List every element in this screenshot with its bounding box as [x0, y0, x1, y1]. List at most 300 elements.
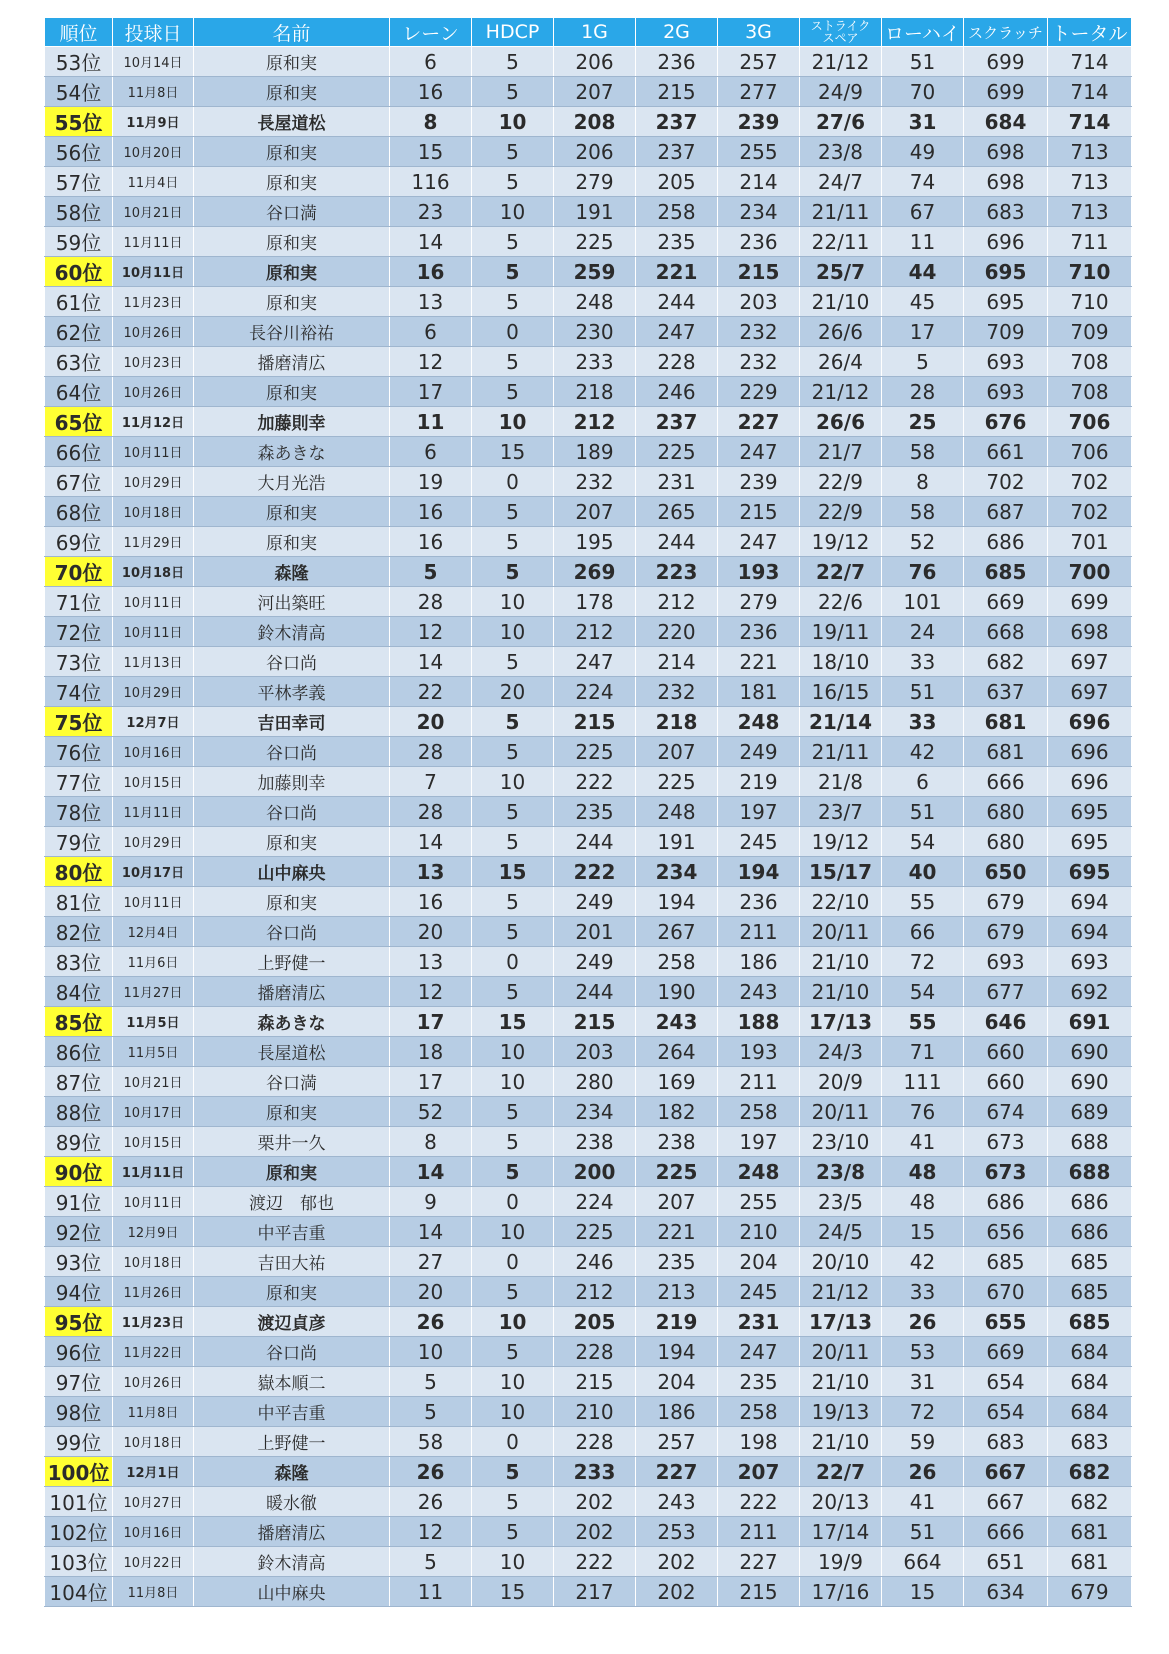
game2-cell: 237	[636, 407, 718, 437]
scratch-cell: 683	[964, 197, 1048, 227]
scratch-cell: 693	[964, 377, 1048, 407]
game2-cell: 212	[636, 587, 718, 617]
table-row	[45, 1067, 1132, 1097]
rank-cell: 97位	[45, 1367, 113, 1397]
scratch-cell: 679	[964, 917, 1048, 947]
rank-cell: 71位	[45, 587, 113, 617]
hdcp-cell: 5	[472, 707, 554, 737]
rank-cell: 53位	[45, 47, 113, 77]
total-cell: 713	[1048, 137, 1132, 167]
game1-cell: 206	[554, 137, 636, 167]
strike-spare-cell: 18/10	[800, 647, 882, 677]
table-row	[45, 1457, 1132, 1487]
game2-cell: 247	[636, 317, 718, 347]
name-cell: 中平吉重	[194, 1397, 390, 1427]
hdcp-cell: 10	[472, 1547, 554, 1577]
total-cell: 694	[1048, 887, 1132, 917]
strike-spare-cell: 21/10	[800, 287, 882, 317]
strike-spare-cell: 22/6	[800, 587, 882, 617]
game2-cell: 215	[636, 77, 718, 107]
scratch-cell: 709	[964, 317, 1048, 347]
rank-cell: 103位	[45, 1547, 113, 1577]
hdcp-cell: 5	[472, 557, 554, 587]
strike-spare-cell: 22/10	[800, 887, 882, 917]
lane-cell: 5	[390, 557, 472, 587]
game1-cell: 189	[554, 437, 636, 467]
hdcp-cell: 5	[472, 47, 554, 77]
game1-cell: 222	[554, 857, 636, 887]
game1-cell: 178	[554, 587, 636, 617]
date-cell: 10月17日	[113, 1097, 194, 1127]
total-cell: 684	[1048, 1397, 1132, 1427]
strike-spare-cell: 21/10	[800, 1367, 882, 1397]
table-row	[45, 1577, 1132, 1607]
game1-cell: 225	[554, 1217, 636, 1247]
rank-cell: 77位	[45, 767, 113, 797]
rank-cell: 101位	[45, 1487, 113, 1517]
total-cell: 702	[1048, 467, 1132, 497]
strike-spare-cell: 20/10	[800, 1247, 882, 1277]
game3-cell: 181	[718, 677, 800, 707]
game1-cell: 232	[554, 467, 636, 497]
rank-cell: 68位	[45, 497, 113, 527]
game1-cell: 201	[554, 917, 636, 947]
date-cell: 11月29日	[113, 527, 194, 557]
hdcp-cell: 10	[472, 1307, 554, 1337]
header-low-high: ローハイ	[882, 18, 964, 47]
hdcp-cell: 5	[472, 917, 554, 947]
hdcp-cell: 15	[472, 1577, 554, 1607]
strike-spare-cell: 19/12	[800, 527, 882, 557]
hdcp-cell: 10	[472, 197, 554, 227]
rank-cell: 93位	[45, 1247, 113, 1277]
game2-cell: 248	[636, 797, 718, 827]
low-high-cell: 49	[882, 137, 964, 167]
low-high-cell: 58	[882, 497, 964, 527]
hdcp-cell: 0	[472, 1247, 554, 1277]
low-high-cell: 51	[882, 797, 964, 827]
name-cell: 山中麻央	[194, 1577, 390, 1607]
table-row	[45, 1487, 1132, 1517]
scratch-cell: 685	[964, 557, 1048, 587]
low-high-cell: 11	[882, 227, 964, 257]
table-row	[45, 287, 1132, 317]
low-high-cell: 74	[882, 167, 964, 197]
game3-cell: 258	[718, 1097, 800, 1127]
game2-cell: 214	[636, 647, 718, 677]
name-cell: 原和実	[194, 377, 390, 407]
table-row	[45, 1157, 1132, 1187]
total-cell: 684	[1048, 1367, 1132, 1397]
table-row	[45, 107, 1132, 137]
lane-cell: 12	[390, 1517, 472, 1547]
total-cell: 710	[1048, 287, 1132, 317]
low-high-cell: 41	[882, 1487, 964, 1517]
header-strike-spare: ストライク スペア	[800, 18, 882, 47]
table-row	[45, 1547, 1132, 1577]
game3-cell: 215	[718, 257, 800, 287]
low-high-cell: 48	[882, 1157, 964, 1187]
date-cell: 12月4日	[113, 917, 194, 947]
lane-cell: 12	[390, 347, 472, 377]
game3-cell: 198	[718, 1427, 800, 1457]
scratch-cell: 679	[964, 887, 1048, 917]
rank-cell: 73位	[45, 647, 113, 677]
game2-cell: 207	[636, 737, 718, 767]
name-cell: 上野健一	[194, 947, 390, 977]
scratch-cell: 668	[964, 617, 1048, 647]
date-cell: 10月18日	[113, 497, 194, 527]
lane-cell: 15	[390, 137, 472, 167]
low-high-cell: 45	[882, 287, 964, 317]
table-row	[45, 167, 1132, 197]
rank-cell: 69位	[45, 527, 113, 557]
date-cell: 10月18日	[113, 1427, 194, 1457]
lane-cell: 5	[390, 1397, 472, 1427]
hdcp-cell: 5	[472, 1457, 554, 1487]
rank-cell: 70位	[45, 557, 113, 587]
rank-cell: 99位	[45, 1427, 113, 1457]
table-row	[45, 1037, 1132, 1067]
date-cell: 11月13日	[113, 647, 194, 677]
lane-cell: 12	[390, 977, 472, 1007]
name-cell: 河出築旺	[194, 587, 390, 617]
strike-spare-cell: 17/13	[800, 1007, 882, 1037]
game2-cell: 244	[636, 527, 718, 557]
lane-cell: 18	[390, 1037, 472, 1067]
strike-spare-cell: 26/4	[800, 347, 882, 377]
scratch-cell: 693	[964, 947, 1048, 977]
total-cell: 681	[1048, 1547, 1132, 1577]
lane-cell: 28	[390, 587, 472, 617]
scratch-cell: 676	[964, 407, 1048, 437]
name-cell: 大月光浩	[194, 467, 390, 497]
hdcp-cell: 5	[472, 1157, 554, 1187]
game2-cell: 204	[636, 1367, 718, 1397]
scratch-cell: 682	[964, 647, 1048, 677]
rank-cell: 58位	[45, 197, 113, 227]
date-cell: 10月26日	[113, 1367, 194, 1397]
lane-cell: 14	[390, 1217, 472, 1247]
hdcp-cell: 10	[472, 107, 554, 137]
name-cell: 原和実	[194, 1277, 390, 1307]
date-cell: 10月16日	[113, 737, 194, 767]
game2-cell: 202	[636, 1577, 718, 1607]
date-cell: 11月9日	[113, 107, 194, 137]
strike-spare-cell: 23/7	[800, 797, 882, 827]
low-high-cell: 8	[882, 467, 964, 497]
low-high-cell: 26	[882, 1457, 964, 1487]
rank-cell: 84位	[45, 977, 113, 1007]
game2-cell: 221	[636, 1217, 718, 1247]
low-high-cell: 24	[882, 617, 964, 647]
rank-cell: 95位	[45, 1307, 113, 1337]
name-cell: 播磨清広	[194, 977, 390, 1007]
date-cell: 11月5日	[113, 1037, 194, 1067]
lane-cell: 13	[390, 287, 472, 317]
date-cell: 10月29日	[113, 677, 194, 707]
total-cell: 683	[1048, 1427, 1132, 1457]
game3-cell: 258	[718, 1397, 800, 1427]
header-game1: 1G	[554, 18, 636, 47]
hdcp-cell: 0	[472, 467, 554, 497]
scratch-cell: 637	[964, 677, 1048, 707]
scratch-cell: 670	[964, 1277, 1048, 1307]
scratch-cell: 661	[964, 437, 1048, 467]
game1-cell: 249	[554, 947, 636, 977]
game3-cell: 210	[718, 1217, 800, 1247]
game2-cell: 182	[636, 1097, 718, 1127]
hdcp-cell: 5	[472, 287, 554, 317]
game1-cell: 233	[554, 1457, 636, 1487]
game1-cell: 208	[554, 107, 636, 137]
rank-cell: 87位	[45, 1067, 113, 1097]
game2-cell: 219	[636, 1307, 718, 1337]
total-cell: 696	[1048, 707, 1132, 737]
game2-cell: 257	[636, 1427, 718, 1457]
lane-cell: 16	[390, 257, 472, 287]
date-cell: 10月18日	[113, 557, 194, 587]
table-row	[45, 1307, 1132, 1337]
rank-cell: 61位	[45, 287, 113, 317]
name-cell: 原和実	[194, 137, 390, 167]
scratch-cell: 660	[964, 1037, 1048, 1067]
game1-cell: 191	[554, 197, 636, 227]
date-cell: 11月11日	[113, 797, 194, 827]
date-cell: 10月21日	[113, 197, 194, 227]
game2-cell: 223	[636, 557, 718, 587]
rank-cell: 92位	[45, 1217, 113, 1247]
strike-spare-cell: 15/17	[800, 857, 882, 887]
total-cell: 685	[1048, 1307, 1132, 1337]
total-cell: 693	[1048, 947, 1132, 977]
name-cell: 長屋道松	[194, 1037, 390, 1067]
date-cell: 10月26日	[113, 317, 194, 347]
strike-spare-cell: 23/8	[800, 137, 882, 167]
hdcp-cell: 15	[472, 437, 554, 467]
name-cell: 谷口尚	[194, 917, 390, 947]
game3-cell: 236	[718, 227, 800, 257]
strike-spare-cell: 20/13	[800, 1487, 882, 1517]
date-cell: 10月20日	[113, 137, 194, 167]
lane-cell: 17	[390, 377, 472, 407]
game3-cell: 193	[718, 557, 800, 587]
lane-cell: 116	[390, 167, 472, 197]
date-cell: 10月22日	[113, 1547, 194, 1577]
name-cell: 長屋道松	[194, 107, 390, 137]
game1-cell: 235	[554, 797, 636, 827]
game2-cell: 221	[636, 257, 718, 287]
game3-cell: 215	[718, 1577, 800, 1607]
hdcp-cell: 0	[472, 1427, 554, 1457]
game3-cell: 227	[718, 1547, 800, 1577]
lane-cell: 28	[390, 797, 472, 827]
game2-cell: 205	[636, 167, 718, 197]
date-cell: 11月5日	[113, 1007, 194, 1037]
strike-spare-cell: 22/7	[800, 1457, 882, 1487]
total-cell: 695	[1048, 797, 1132, 827]
date-cell: 10月26日	[113, 377, 194, 407]
game3-cell: 211	[718, 917, 800, 947]
total-cell: 685	[1048, 1247, 1132, 1277]
scratch-cell: 686	[964, 1187, 1048, 1217]
table-row	[45, 77, 1132, 107]
hdcp-cell: 10	[472, 1217, 554, 1247]
game2-cell: 232	[636, 677, 718, 707]
rank-cell: 76位	[45, 737, 113, 767]
low-high-cell: 51	[882, 677, 964, 707]
game3-cell: 204	[718, 1247, 800, 1277]
scratch-cell: 673	[964, 1157, 1048, 1187]
game1-cell: 222	[554, 1547, 636, 1577]
table-row	[45, 437, 1132, 467]
lane-cell: 6	[390, 317, 472, 347]
scratch-cell: 677	[964, 977, 1048, 1007]
game2-cell: 258	[636, 197, 718, 227]
strike-spare-cell: 19/13	[800, 1397, 882, 1427]
date-cell: 10月23日	[113, 347, 194, 377]
header-game2: 2G	[636, 18, 718, 47]
game3-cell: 255	[718, 1187, 800, 1217]
low-high-cell: 31	[882, 107, 964, 137]
name-cell: 原和実	[194, 257, 390, 287]
game3-cell: 197	[718, 797, 800, 827]
total-cell: 685	[1048, 1277, 1132, 1307]
rank-cell: 60位	[45, 257, 113, 287]
strike-spare-cell: 21/7	[800, 437, 882, 467]
table-row	[45, 587, 1132, 617]
low-high-cell: 66	[882, 917, 964, 947]
low-high-cell: 53	[882, 1337, 964, 1367]
strike-spare-cell: 21/10	[800, 947, 882, 977]
date-cell: 10月29日	[113, 827, 194, 857]
low-high-cell: 40	[882, 857, 964, 887]
lane-cell: 22	[390, 677, 472, 707]
rank-cell: 57位	[45, 167, 113, 197]
lane-cell: 11	[390, 407, 472, 437]
table-row	[45, 197, 1132, 227]
game3-cell: 214	[718, 167, 800, 197]
rank-cell: 86位	[45, 1037, 113, 1067]
scratch-cell: 650	[964, 857, 1048, 887]
date-cell: 10月15日	[113, 1127, 194, 1157]
game2-cell: 235	[636, 227, 718, 257]
header-hdcp: HDCP	[472, 18, 554, 47]
name-cell: 上野健一	[194, 1427, 390, 1457]
lane-cell: 6	[390, 47, 472, 77]
total-cell: 691	[1048, 1007, 1132, 1037]
name-cell: 暖水徹	[194, 1487, 390, 1517]
game2-cell: 207	[636, 1187, 718, 1217]
rank-cell: 74位	[45, 677, 113, 707]
scratch-cell: 698	[964, 137, 1048, 167]
strike-spare-cell: 20/11	[800, 917, 882, 947]
game2-cell: 220	[636, 617, 718, 647]
low-high-cell: 59	[882, 1427, 964, 1457]
strike-spare-cell: 19/9	[800, 1547, 882, 1577]
game3-cell: 247	[718, 437, 800, 467]
game1-cell: 230	[554, 317, 636, 347]
total-cell: 700	[1048, 557, 1132, 587]
scratch-cell: 673	[964, 1127, 1048, 1157]
rank-cell: 80位	[45, 857, 113, 887]
game1-cell: 202	[554, 1517, 636, 1547]
scratch-cell: 646	[964, 1007, 1048, 1037]
game1-cell: 246	[554, 1247, 636, 1277]
low-high-cell: 48	[882, 1187, 964, 1217]
game2-cell: 234	[636, 857, 718, 887]
total-cell: 695	[1048, 827, 1132, 857]
strike-spare-cell: 20/11	[800, 1097, 882, 1127]
lane-cell: 26	[390, 1487, 472, 1517]
total-cell: 686	[1048, 1217, 1132, 1247]
rank-cell: 102位	[45, 1517, 113, 1547]
table-row	[45, 407, 1132, 437]
date-cell: 11月4日	[113, 167, 194, 197]
low-high-cell: 15	[882, 1217, 964, 1247]
low-high-cell: 33	[882, 707, 964, 737]
game1-cell: 233	[554, 347, 636, 377]
table-body	[45, 47, 1132, 1607]
scratch-cell: 699	[964, 47, 1048, 77]
scratch-cell: 666	[964, 767, 1048, 797]
name-cell: 鈴木清高	[194, 1547, 390, 1577]
name-cell: 原和実	[194, 527, 390, 557]
date-cell: 11月8日	[113, 1397, 194, 1427]
strike-spare-cell: 23/5	[800, 1187, 882, 1217]
lane-cell: 26	[390, 1307, 472, 1337]
total-cell: 689	[1048, 1097, 1132, 1127]
lane-cell: 14	[390, 227, 472, 257]
total-cell: 690	[1048, 1067, 1132, 1097]
game1-cell: 228	[554, 1337, 636, 1367]
game3-cell: 247	[718, 527, 800, 557]
rank-cell: 100位	[45, 1457, 113, 1487]
date-cell: 11月26日	[113, 1277, 194, 1307]
header-rank: 順位	[45, 18, 113, 47]
lane-cell: 11	[390, 1577, 472, 1607]
lane-cell: 9	[390, 1187, 472, 1217]
total-cell: 714	[1048, 107, 1132, 137]
table-row	[45, 677, 1132, 707]
rank-cell: 78位	[45, 797, 113, 827]
hdcp-cell: 5	[472, 1277, 554, 1307]
game1-cell: 269	[554, 557, 636, 587]
name-cell: 長谷川裕祐	[194, 317, 390, 347]
hdcp-cell: 10	[472, 587, 554, 617]
table-row	[45, 887, 1132, 917]
hdcp-cell: 5	[472, 977, 554, 1007]
lane-cell: 14	[390, 647, 472, 677]
strike-spare-cell: 22/9	[800, 467, 882, 497]
date-cell: 10月11日	[113, 257, 194, 287]
name-cell: 谷口満	[194, 197, 390, 227]
name-cell: 原和実	[194, 497, 390, 527]
rank-cell: 56位	[45, 137, 113, 167]
low-high-cell: 54	[882, 977, 964, 1007]
name-cell: 森隆	[194, 1457, 390, 1487]
strike-spare-cell: 21/11	[800, 737, 882, 767]
rank-cell: 63位	[45, 347, 113, 377]
table-row	[45, 47, 1132, 77]
game1-cell: 228	[554, 1427, 636, 1457]
name-cell: 原和実	[194, 827, 390, 857]
header-game3: 3G	[718, 18, 800, 47]
name-cell: 渡辺貞彦	[194, 1307, 390, 1337]
game1-cell: 218	[554, 377, 636, 407]
hdcp-cell: 15	[472, 857, 554, 887]
table-row	[45, 1517, 1132, 1547]
